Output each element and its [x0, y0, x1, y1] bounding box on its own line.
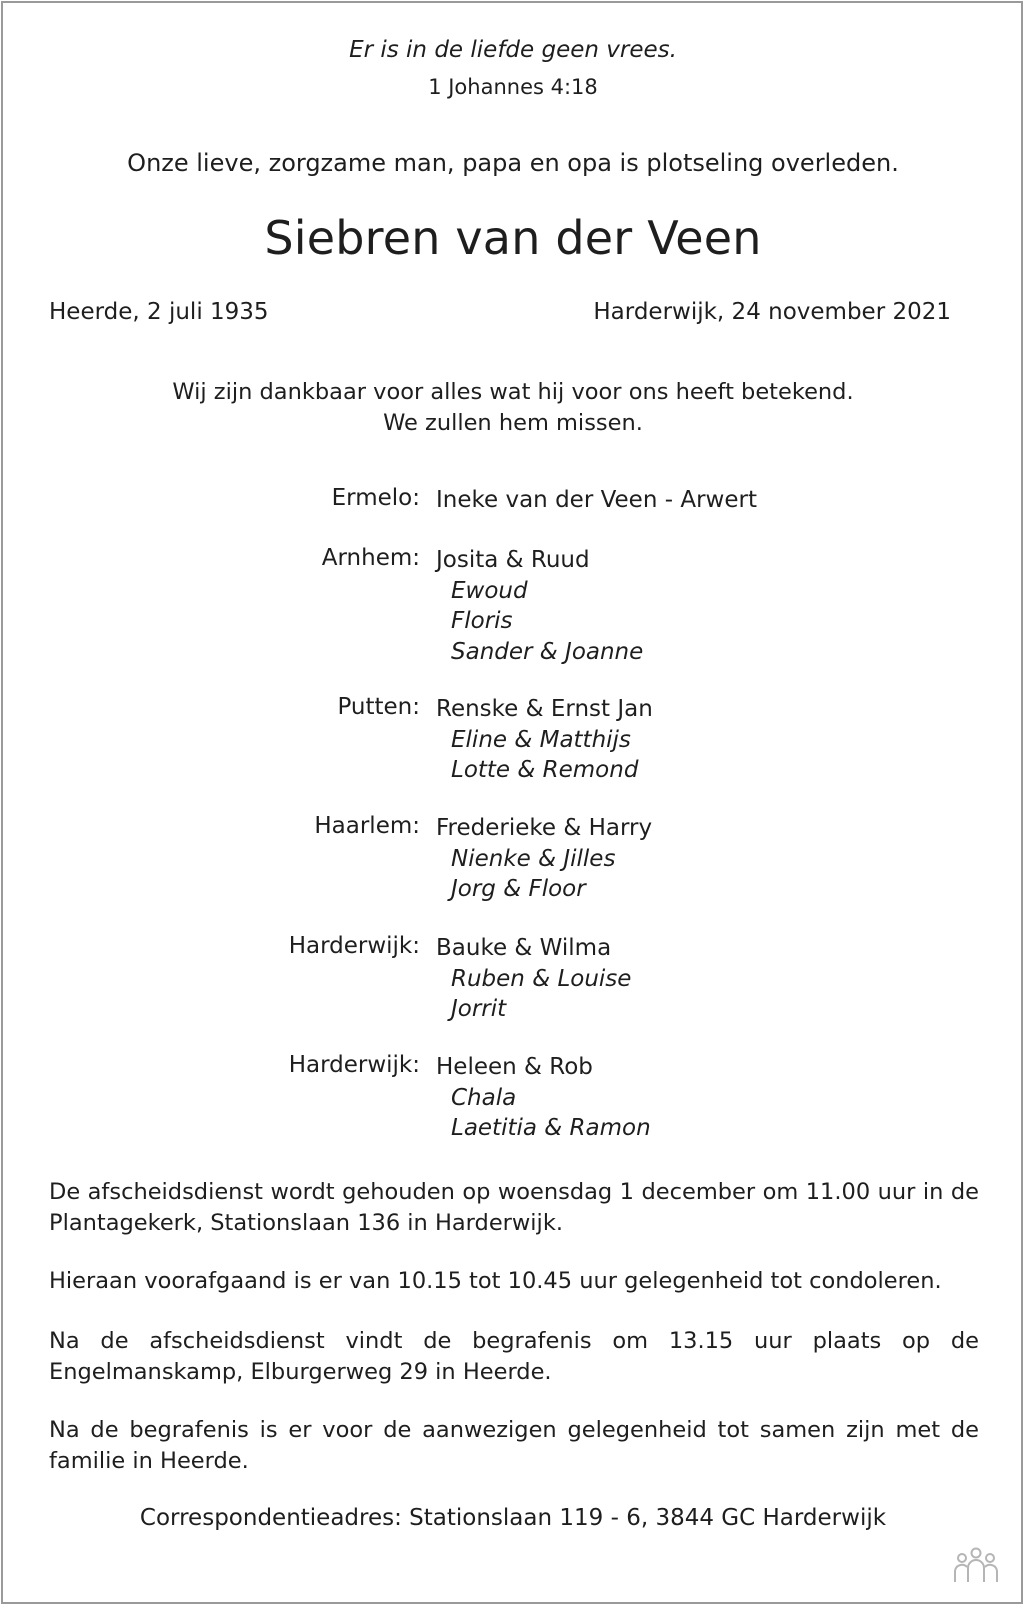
family-place: Ermelo:	[331, 485, 420, 511]
family-child: Sander & Joanne	[451, 638, 644, 665]
family-primary: Frederieke & Harry	[436, 815, 653, 841]
service-details: De afscheidsdienst wordt gehouden op woensdag 1 december om 11.00 uur in de Plantagekerk, Stationslaan 136 in Harderwijk.	[49, 1179, 979, 1236]
family-child: Ewoud	[451, 577, 528, 604]
deceased-name: Siebren van der Veen	[264, 211, 762, 265]
condolence-details: Hieraan voorafgaand is er van 10.15 tot 10.45 uur gelegenheid tot condoleren.	[49, 1268, 942, 1294]
family-place: Putten:	[337, 694, 420, 720]
thanks-line-2: We zullen hem missen.	[383, 410, 643, 436]
family-child: Laetitia & Ramon	[451, 1115, 651, 1141]
announcement-intro: Onze lieve, zorgzame man, papa en opa is plotseling overleden.	[127, 149, 899, 177]
burial-details: Na de afscheidsdienst vindt de begrafenis om 13.15 uur plaats op de Engelmanskamp, Elburgerweg 29 in Heerde.	[49, 1328, 979, 1385]
family-child: Nienke & Jilles	[451, 845, 616, 872]
family-names	[436, 813, 652, 905]
family-names	[436, 933, 631, 1025]
family-child: Chala	[451, 1084, 517, 1111]
family-primary: Heleen & Rob	[436, 1054, 593, 1080]
family-child: Eline & Matthijs	[451, 726, 631, 753]
gathering-details: Na de begrafenis is er voor de aanwezigen gelegenheid tot samen zijn met de familie in Heerde.	[49, 1417, 979, 1474]
family-place: Harderwijk:	[288, 933, 420, 959]
family-people-icon	[953, 1546, 999, 1584]
family-child: Ruben & Louise	[451, 965, 632, 992]
family-child: Lotte & Remond	[451, 757, 639, 783]
family-primary: Ineke van der Veen - Arwert	[436, 487, 757, 513]
family-names	[436, 545, 643, 667]
correspondence-address: Correspondentieadres: Stationslaan 119 - 6, 3844 GC Harderwijk	[139, 1505, 887, 1531]
bible-quote: Er is in de liefde geen vrees.	[349, 37, 677, 63]
family-place: Haarlem:	[314, 813, 420, 839]
family-child: Jorrit	[451, 996, 507, 1022]
family-child: Jorg & Floor	[451, 876, 586, 902]
family-primary: Bauke & Wilma	[436, 935, 612, 961]
family-primary: Renske & Ernst Jan	[436, 696, 653, 722]
family-child: Floris	[451, 608, 513, 634]
family-names	[436, 694, 653, 786]
birth-place-date: Heerde, 2 juli 1935	[49, 299, 269, 325]
family-place: Harderwijk:	[288, 1052, 420, 1078]
bible-verse-reference: 1 Johannes 4:18	[428, 75, 598, 99]
thanks-line-1: Wij zijn dankbaar voor alles wat hij voor ons heeft betekend.	[172, 379, 854, 405]
obituary-card	[1, 1, 1023, 1604]
thanks-message	[3, 377, 1023, 439]
family-names	[436, 1052, 651, 1144]
family-place: Arnhem:	[321, 545, 420, 571]
family-names	[436, 485, 757, 516]
family-primary: Josita & Ruud	[436, 547, 590, 573]
death-place-date: Harderwijk, 24 november 2021	[593, 299, 951, 325]
